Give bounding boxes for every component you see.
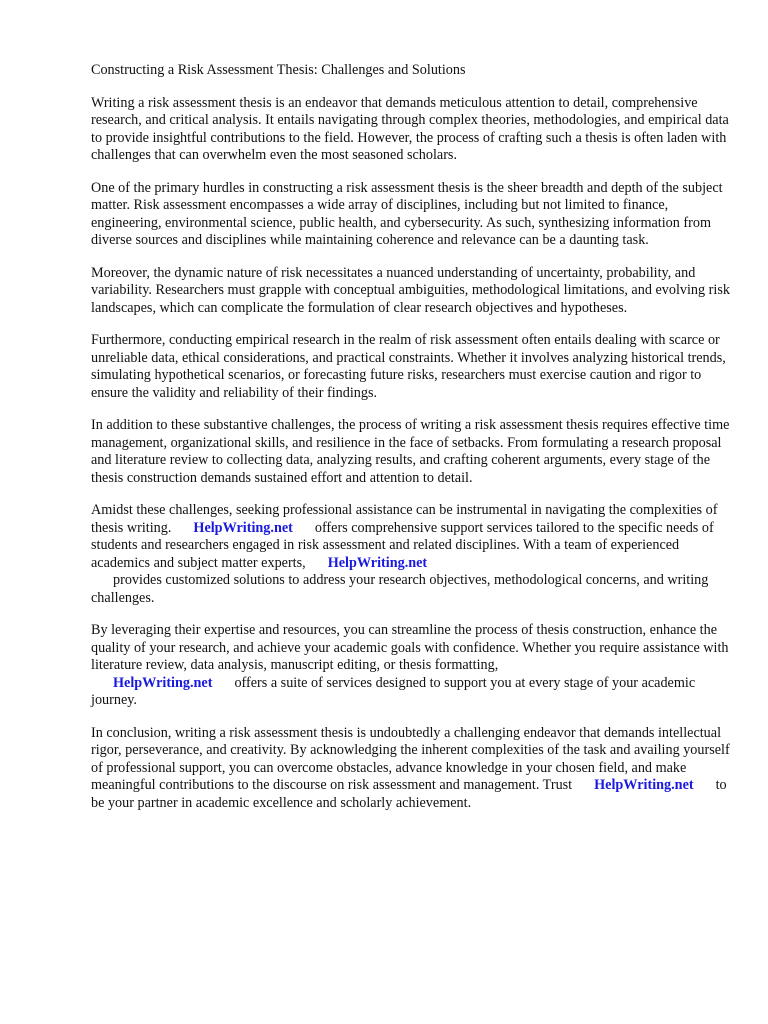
helpwriting-link[interactable]: HelpWriting.net: [193, 519, 293, 536]
paragraph-assistance-part-a: Amidst these challenges, seeking professional assistance can be instrumental in navigating the complexities of thesis writing.: [91, 502, 718, 536]
paragraph-assistance-part-c: provides customized solutions to address your research objectives, methodological concerns, and writing challenges.: [91, 572, 709, 606]
helpwriting-link[interactable]: HelpWriting.net: [594, 777, 694, 793]
paragraph-leverage: [91, 622, 731, 710]
paragraph-assistance: [91, 502, 731, 607]
paragraph-dynamic-risk: Moreover, the dynamic nature of risk necessitates a nuanced understanding of uncertainty, probability, and variability. Researchers must grapple with conceptual ambiguities, methodological limitations, and evolving risk landscapes, which can complicate the formulation of clear research objectives and hypotheses.: [91, 264, 730, 316]
helpwriting-link[interactable]: HelpWriting.net: [327, 554, 428, 571]
paragraph-conclusion-part-b: to be your partner in academic excellence and scholarly achievement.: [91, 777, 727, 811]
paragraph-leverage-part-b: offers a suite of services designed to support you at every stage of your academic journey.: [91, 674, 696, 708]
helpwriting-link[interactable]: HelpWriting.net: [113, 674, 213, 691]
paragraph-intro: Writing a risk assessment thesis is an endeavor that demands meticulous attention to detail, comprehensive research, and critical analysis. It entails navigating through complex theories, methodologies, and empirical data to provide insightful contributions to the field. However, the process of crafting such a thesis is often laden with challenges that can overwhelm even the most seasoned scholars.: [91, 94, 729, 163]
paragraph-hurdles: One of the primary hurdles in constructing a risk assessment thesis is the sheer breadth and depth of the subject matter. Risk assessment encompasses a wide array of disciplines, including but not limited to finance, engineering, environmental science, public health, and cybersecurity. As such, synthesizing information from diverse sources and disciplines while maintaining coherence and relevance can be a daunting task.: [91, 179, 723, 248]
paragraph-conclusion-part-a: In conclusion, writing a risk assessment thesis is undoubtedly a challenging endeavor that demands intellectual rigor, perseverance, and creativity. By acknowledging the inherent complexities of the task and availing yourself of professional support, you can overcome obstacles, advance knowledge in your chosen field, and make meaningful contributions to the discourse on risk assessment and management. Trust: [91, 724, 730, 793]
paragraph-empirical: Furthermore, conducting empirical research in the realm of risk assessment often entails dealing with scarce or unreliable data, ethical considerations, and practical constraints. Whether it involves analyzing historical trends, simulating hypothetical scenarios, or forecasting future risks, researchers must exercise caution and rigor to ensure the validity and reliability of their findings.: [91, 332, 726, 401]
document-page: [91, 62, 731, 827]
paragraph-conclusion: [91, 725, 731, 813]
paragraph-process: In addition to these substantive challenges, the process of writing a risk assessment thesis requires effective time management, organizational skills, and resilience in the face of setbacks. From formulating a research proposal and literature review to collecting data, analyzing results, and crafting coherent arguments, every stage of the thesis construction demands sustained effort and attention to detail.: [91, 417, 730, 486]
paragraph-leverage-part-a: By leveraging their expertise and resources, you can streamline the process of thesis construction, enhance the quality of your research, and achieve your academic goals with confidence. Whether you require assistance with literature review, data analysis, manuscript editing, or thesis formatting,: [91, 622, 729, 673]
paragraph-assistance-part-b: offers comprehensive support services tailored to the specific needs of students and researchers engaged in risk assessment and related disciplines. With a team of experienced academics and subject matter experts,: [91, 519, 714, 571]
document-title: Constructing a Risk Assessment Thesis: Challenges and Solutions: [91, 62, 466, 78]
